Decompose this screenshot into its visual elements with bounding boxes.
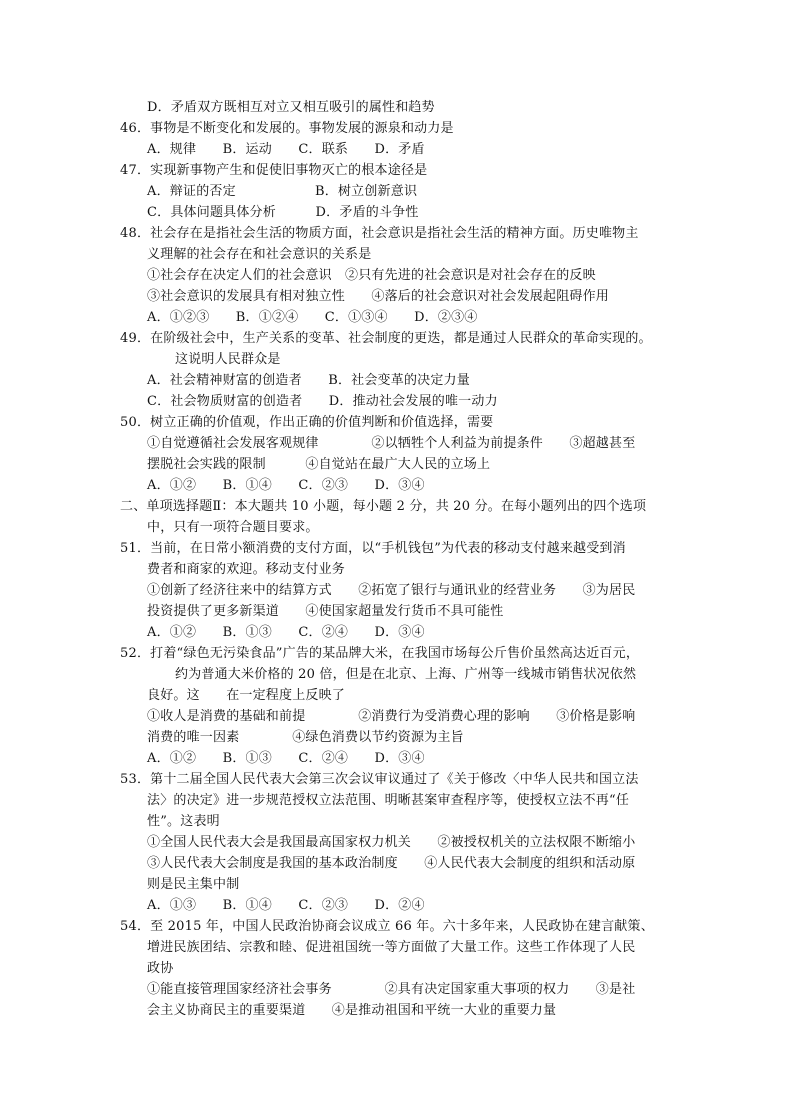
q51-statements-cont: 投资提供了更多新渠道 ④使国家超量发行货币不具可能性 [147, 604, 504, 619]
q51-stem: 51．当前，在日常小额消费的支付方面，以“手机钱包”为代表的移动支付越来越受到消 [120, 541, 626, 556]
q48-stem: 48．社会存在是指社会生活的物质方面，社会意识是指社会生活的精神方面。历史唯物主 [120, 226, 639, 241]
q48-statements-12: ①社会存在决定人们的社会意识 ②只有先进的社会意识是对社会存在的反映 [147, 268, 596, 283]
q53-stem-cont-2: 性”。这表明 [147, 814, 220, 829]
q50-options: A．①② B．①④ C．②③ D．③④ [147, 478, 425, 493]
q54-statements-cont: 会主义协商民主的重要渠道 ④是推动祖国和平统一大业的重要力量 [147, 1003, 557, 1018]
q50-statements-cont: 摆脱社会实践的限制 ④自觉站在最广大人民的立场上 [147, 457, 491, 472]
q54-stem: 54．至 2015 年，中国人民政治协商会议成立 66 年。六十多年来，人民政协在建言献策、 [120, 919, 654, 934]
q52-options: A．①② B．①③ C．②④ D．③④ [147, 751, 425, 766]
q53-statements-12: ①全国人民代表大会是我国最高国家权力机关 ②被授权机关的立法权限不断缩小 [147, 835, 636, 850]
q53-options: A．①③ B．①④ C．②③ D．②④ [147, 898, 425, 913]
q52-stem-cont-2: 良好。这 在一定程度上反映了 [147, 688, 346, 703]
q47-options-cd: C．具体问题具体分析 D．矛盾的斗争性 [147, 205, 419, 220]
q49-options-ab: A．社会精神财富的创造者 B．社会变革的决定力量 [147, 373, 470, 388]
q49-stem: 49．在阶级社会中，生产关系的变革、社会制度的更迭，都是通过人民群众的革命实现的。 [120, 331, 652, 346]
q53-statements-cont: 则是民主集中制 [147, 877, 240, 892]
q52-statements-cont: 消费的唯一因素 ④绿色消费以节约资源为主旨 [147, 730, 464, 745]
q54-stem-cont-2: 政协 [147, 961, 174, 976]
q51-statements-123: ①创新了经济往来中的结算方式 ②拓宽了银行与通讯业的经营业务 ③为居民 [147, 583, 636, 598]
q47-stem: 47．实现新事物产生和促使旧事物灭亡的根本途径是 [120, 163, 428, 178]
q46-stem: 46．事物是不断变化和发展的。事物发展的源泉和动力是 [120, 121, 454, 136]
q50-stem: 50．树立正确的价值观，作出正确的价值判断和价值选择，需要 [120, 415, 494, 430]
q48-stem-cont: 义理解的社会存在和社会意识的关系是 [147, 247, 372, 262]
q51-stem-cont: 费者和商家的欢迎。移动支付业务 [147, 562, 346, 577]
q52-stem: 52．打着“绿色无污染食品”广告的某品牌大米，在我国市场每公斤售价虽然高达近百元， [120, 646, 640, 661]
q49-stem-cont: 这说明人民群众是 [175, 352, 281, 367]
q47-options-ab: A．辩证的否定 B．树立创新意识 [147, 184, 418, 199]
q48-options: A．①②③ B．①②④ C．①③④ D．②③④ [147, 310, 478, 325]
q52-stem-cont: 约为普通大米价格的 20 倍，但是在北京、上海、广州等一线城市销售状况依然 [175, 667, 637, 682]
q54-statements-123: ①能直接管理国家经济社会事务 ②具有决定国家重大事项的权力 ③是社 [147, 982, 636, 997]
q48-statements-34: ③社会意识的发展具有相对独立性 ④落后的社会意识对社会发展起阻碍作用 [147, 289, 610, 304]
q49-options-cd: C．社会物质财富的创造者 D．推动社会发展的唯一动力 [147, 394, 498, 409]
q53-statements-34: ③人民代表大会制度是我国的基本政治制度 ④人民代表大会制度的组织和活动原 [147, 856, 636, 871]
q52-statements-123: ①收人是消费的基础和前提 ②消费行为受消费心理的影响 ③价格是影响 [147, 709, 636, 724]
q51-options: A．①② B．①③ C．②④ D．③④ [147, 625, 425, 640]
section-2-heading: 二、单项选择题Ⅱ：本大题共 10 小题，每小题 2 分，共 20 分。在每小题列出的四个选项 [120, 499, 647, 514]
q46-options: A．规律 B．运动 C．联系 D．矛盾 [147, 142, 425, 157]
q50-statements-123: ①自觉遵循社会发展客观规律 ②以牺牲个人利益为前提条件 ③超越甚至 [147, 436, 636, 451]
q53-stem-cont: 法〉的决定》进一步规范授权立法范围、明晰甚案审查程序等，使授权立法不再“任 [147, 793, 630, 808]
q54-stem-cont: 增进民族团结、宗教和睦、促进祖国统一等方面做了大量工作。这些工作体现了人民 [147, 940, 636, 955]
q45-option-d: D．矛盾双方既相互对立又相互吸引的属性和趋势 [147, 100, 435, 115]
q53-stem: 53．第十二届全国人民代表大会第三次会议审议通过了《关于修改〈中华人民共和国立法 [120, 772, 639, 787]
section-2-heading-cont: 中，只有一项符合题目要求。 [147, 520, 319, 535]
